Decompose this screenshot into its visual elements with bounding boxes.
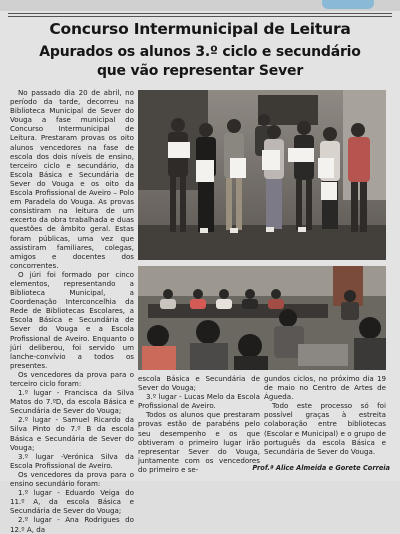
top-rule [8,13,392,14]
photo-group-students [138,90,386,260]
paragraph-jury: O júri foi formado por cinco elementos, representando a Biblioteca Municipal, a Coordenação Interconcelhia da Rede de Bibliotecas Escolares, a Escola Básica e Secundária de Sever do Vouga e a Escola Profissional de Aveiro. Enquanto o júri deliberou, foi servido um lanche-convívio a todos os presentes. [10,269,134,370]
article-subtitle-line2: que vão representar Sever [96,63,304,79]
article-title: Concurso Intermunicipal de Leitura [49,20,351,38]
paragraph-third-cycle-heading: Os vencedores da prova para o terceiro ciclo foram: [10,369,134,388]
winner-secondary-2: 2.º lugar - Ana Rodrigues do 12.º A, da [10,515,134,534]
article-column-2 [138,374,260,474]
winner-secondary-1: 1.º lugar - Eduardo Veiga do 11.º A, da escola Básica e Secundária de Sever do Vouga; [10,488,134,516]
top-rule-secondary [8,16,392,17]
photo-audience-image [138,266,386,370]
winner-secondary-2-continued: escola Básica e Secundária de Sever do Vouga; [138,374,260,393]
paragraph-next-phase: gundos ciclos, no próximo dia 19 de maio no Centro de Artes de Águeda. [264,374,386,402]
section-tab [322,0,374,9]
article-signature: Prof.ª Alice Almeida e Gorete Correia [252,464,390,472]
article-column-1 [10,88,134,534]
photo-group-students-image [138,90,386,260]
paragraph-intro: No passado dia 20 de abril, no período da tarde, decorreu na Biblioteca Municipal de Sever do Vouga a fase municipal do Concurso Intermunicipal de Leitura. Prestaram provas os oito alunos vencedores na fase de escola dos dois níveis de ensino, terceiro ciclo e secundário, da Escola Básica e Secundária de Sever do Vouga e os oito da Escola Profissional de Aveiro – Polo em Paradela do Vouga. As provas consistiram na leitura de um excerto da obra trabalhada e duas questões de âmbito geral. Estas foram públicas, uma vez que assistiram familiares, colegas, amigos e docentes dos concorrentes. [10,88,134,270]
winner-third-cycle-1: 1.º lugar - Francisca da Silva Matos do 7.ºD, da escola Básica e Secundária de Sever do Vouga; [10,388,134,416]
winner-secondary-3: 3.º lugar - Lucas Melo da Escola Profissional de Aveiro. [138,392,260,411]
winner-third-cycle-3: 3.º lugar -Verónica Silva da Escola Profissional de Aveiro. [10,451,134,470]
paragraph-congratulations: Todos os alunos que prestaram provas estão de parabéns pelo seu desempenho e os que obtiveram o primeiro lugar irão representar Sever do Vouga, juntamente com os vencedores do primeiro e se- [138,410,260,474]
article-column-3 [264,374,386,456]
winner-third-cycle-2: 2.º lugar - Samuel Ricardo da Silva Pinto do 7.º B da escola Básica e Secundária de Sever do Vouga; [10,415,134,452]
page-header-strip [0,0,400,11]
photo-audience [138,266,386,370]
paragraph-thanks: Todo este processo só foi possível graças à estreita colaboração entre bibliotecas (Escolar e Municipal) e o grupo de português da escola Básica e Secundária de Sever do Vouga. [264,401,386,456]
paragraph-secondary-heading: Os vencedores da prova para o ensino secundário foram: [10,469,134,489]
article-subtitle-line1: Apurados os alunos 3.º ciclo e secundário [39,44,361,60]
